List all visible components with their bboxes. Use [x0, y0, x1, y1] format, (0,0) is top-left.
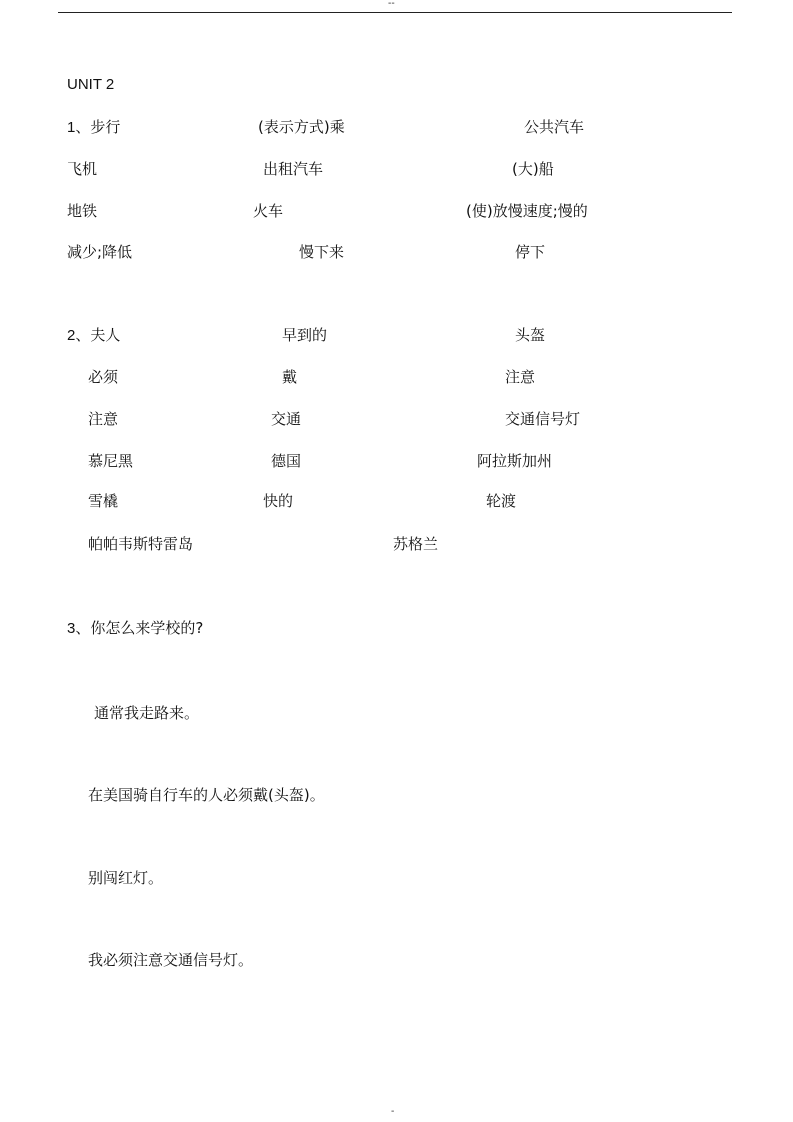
vocab-item: 雪橇: [88, 492, 119, 510]
vocab-item: 苏格兰: [393, 535, 439, 553]
vocab-item: (表示方式)乘: [258, 118, 345, 136]
vocab-item: 停下: [515, 243, 546, 261]
vocab-item: 阿拉斯加州: [477, 452, 553, 470]
vocab-item: 公共汽车: [524, 118, 585, 136]
vocab-item: 轮渡: [486, 492, 517, 510]
section2-number: 2: [67, 327, 76, 344]
sentence: 在美国骑自行车的人必须戴(头盔)。: [88, 786, 325, 804]
vocab-item: 出租汽车: [263, 160, 324, 178]
section3-number: 3: [67, 620, 76, 637]
vocab-item: 注意: [505, 368, 536, 386]
question-text: 你怎么来学校的?: [90, 619, 204, 637]
sentence: 别闯红灯。: [88, 869, 164, 887]
vocab-item: 注意: [88, 410, 119, 428]
page-header: [0, 0, 793, 14]
vocab-item: (使)放慢速度;慢的: [466, 202, 588, 220]
section2-separator: 、: [75, 326, 91, 344]
vocab-item: 交通信号灯: [505, 410, 581, 428]
section1-number: 1: [67, 119, 76, 136]
vocab-item: 夫人: [90, 326, 121, 344]
vocab-item: 头盔: [515, 326, 546, 344]
vocab-item: 帕帕韦斯特雷岛: [88, 535, 194, 553]
header-divider: [58, 12, 732, 13]
vocab-item: (大)船: [512, 160, 554, 178]
footer-mark: -: [391, 1106, 395, 1117]
vocab-item: 交通: [271, 410, 302, 428]
header-mark: --: [388, 0, 395, 9]
section1-separator: 、: [75, 118, 91, 136]
sentence: 通常我走路来。: [94, 704, 200, 722]
vocab-item: 戴: [282, 368, 298, 386]
vocab-item: 慕尼黑: [88, 452, 134, 470]
vocab-item: 减少;降低: [67, 243, 133, 261]
vocab-item: 必须: [88, 368, 119, 386]
vocab-item: 快的: [263, 492, 294, 510]
sentence: 我必须注意交通信号灯。: [88, 951, 254, 969]
vocab-item: 德国: [271, 452, 302, 470]
section3-separator: 、: [75, 619, 91, 637]
vocab-item: 慢下来: [299, 243, 345, 261]
vocab-item: 早到的: [282, 326, 328, 344]
section1-heading: [67, 118, 120, 137]
vocab-item: 火车: [253, 202, 284, 220]
section2-heading: [67, 326, 120, 345]
vocab-item: 步行: [90, 118, 121, 136]
unit-title: UNIT 2: [67, 76, 115, 93]
vocab-item: 地铁: [67, 202, 98, 220]
vocab-item: 飞机: [67, 160, 98, 178]
section3-heading: [67, 619, 203, 638]
